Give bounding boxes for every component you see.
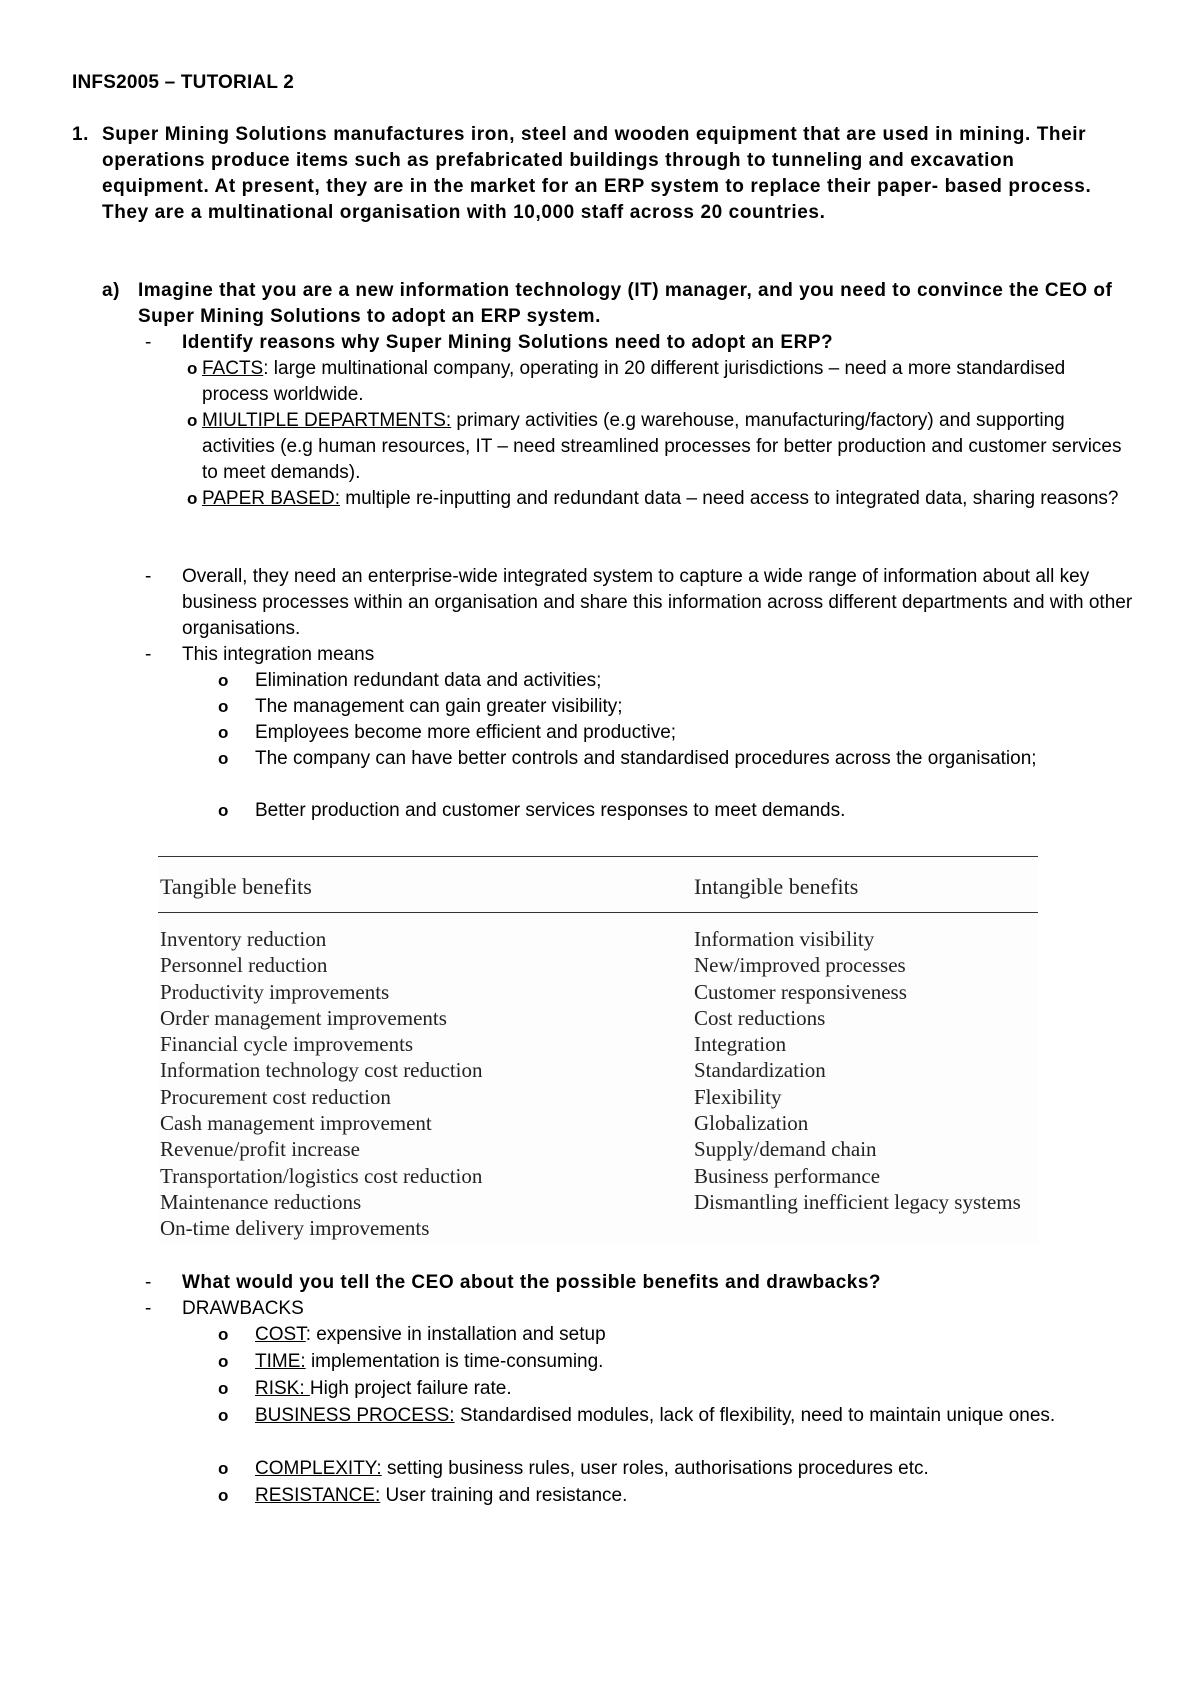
fact-label: PAPER BASED: [202,488,340,509]
fact-text: : large multinational company, operating in 20 different jurisdictions – need a more standardised process worldwide. [202,358,1066,405]
dash-bullet: - [145,644,152,665]
integration-point-text: Better production and customer services responses to meet demands. [255,800,846,821]
part-a [102,278,1132,330]
tangible-item: Transportation/logistics cost reduction [160,1163,483,1188]
benefits-table [158,852,1038,1244]
tangible-item: Order management improvements [160,1005,447,1030]
circle-bullet: o [218,723,229,742]
tangible-item: Procurement cost reduction [160,1084,391,1109]
circle-bullet: o [187,411,198,430]
tangible-item: On-time delivery improvements [160,1216,430,1241]
intangible-column [694,926,1021,1215]
drawback-label: RESISTANCE: [255,1485,381,1506]
tangible-item: Personnel reduction [160,953,328,978]
drawback-item [218,1456,1138,1482]
drawback-text: High project failure rate. [309,1378,512,1399]
fact-text: primary activities (e.g warehouse, manufacturing/factory) and supporting activities (e.g human resources, IT – need streamlined processes for better production and customer services to meet demands). [202,410,1122,483]
drawback-label: RISK: [255,1378,310,1399]
tangible-item: Financial cycle improvements [160,1032,414,1057]
circle-bullet: o [218,1325,229,1344]
drawback-item [218,1483,1138,1509]
drawback-text: Standardised modules, lack of flexibility, need to maintain unique ones. [454,1405,1056,1426]
integration-point [218,668,1138,694]
tangible-header: Tangible benefits [160,874,312,899]
integration-point [218,798,1138,824]
dash-bullet: - [145,332,152,353]
circle-bullet: o [218,697,229,716]
drawback-text: : expensive in installation and setup [305,1324,606,1345]
drawback-label: COST [255,1324,306,1345]
fact-label: FACTS [202,358,264,379]
intangible-header: Intangible benefits [694,874,859,899]
drawback-text: implementation is time-consuming. [305,1351,604,1372]
circle-bullet: o [218,1486,229,1505]
drawback-text: User training and resistance. [380,1485,628,1506]
integration-intro [145,642,1135,668]
integration-point [218,694,1138,720]
intangible-item: Cost reductions [694,1005,826,1030]
drawback-label: TIME: [255,1351,306,1372]
drawback-item [218,1349,1138,1375]
fact-label: MIULTIPLE DEPARTMENTS: [202,410,452,431]
drawback-item [218,1403,1138,1429]
tangible-column [160,926,483,1242]
fact-item [187,356,1127,408]
circle-bullet: o [218,1379,229,1398]
fact-text: multiple re-inputting and redundant data – need access to integrated data, sharing reasons? [339,488,1119,509]
intangible-item: Supply/demand chain [694,1137,877,1162]
tangible-item: Maintenance reductions [160,1189,362,1214]
part-a-label: a) [102,280,120,301]
intangible-item: Globalization [694,1111,809,1136]
overall-text: Overall, they need an enterprise-wide integrated system to capture a wide range of information about all key business processes within an organisation and share this information across different departments and with other organisations. [182,566,1133,639]
drawbacks-question-text: What would you tell the CEO about the possible benefits and drawbacks? [182,1272,882,1293]
reasons-question [145,330,1135,356]
circle-bullet: o [218,1459,229,1478]
circle-bullet: o [187,489,198,508]
circle-bullet: o [218,671,229,690]
question-1 [72,122,1132,226]
integration-point-text: Employees become more efficient and productive; [255,722,677,743]
integration-point [218,746,1138,772]
integration-point-text: Elimination redundant data and activities; [255,670,602,691]
integration-intro-text: This integration means [182,644,375,665]
drawback-item [218,1322,1138,1348]
intangible-item: Integration [694,1032,787,1057]
intangible-item: Information visibility [694,927,875,951]
drawback-text: setting business rules, user roles, authorisations procedures etc. [381,1458,929,1479]
circle-bullet: o [218,801,229,820]
question-number: 1. [72,124,90,145]
drawbacks-heading-text: DRAWBACKS [182,1298,304,1319]
part-a-text: Imagine that you are a new information technology (IT) manager, and you need to convince the CEO of Super Mining Solutions to adopt an ERP system. [138,280,1113,327]
intangible-item: Dismantling inefficient legacy systems [694,1189,1021,1214]
page-title: INFS2005 – TUTORIAL 2 [72,72,295,93]
circle-bullet: o [218,749,229,768]
integration-point-text: The company can have better controls and standardised procedures across the organisation; [255,748,1037,769]
integration-point-text: The management can gain greater visibility; [255,696,623,717]
dash-bullet: - [145,1272,152,1293]
question-text: Super Mining Solutions manufactures iron, steel and wooden equipment that are used in mining. Their operations produce items such as prefabricated buildings through to tunneling and excavation equipment. At present, they are in the market for an ERP system to replace their paper- based process. They are a multinational organisation with 10,000 staff across 20 countries. [102,124,1092,223]
tangible-item: Cash management improvement [160,1111,432,1136]
circle-bullet: o [218,1406,229,1425]
dash-bullet: - [145,566,152,587]
circle-bullet: o [187,359,198,378]
integration-point [218,720,1138,746]
fact-item [187,486,1127,512]
intangible-item: Business performance [694,1163,881,1188]
intangible-item: Flexibility [694,1084,782,1109]
tangible-item: Information technology cost reduction [160,1058,483,1083]
tangible-item: Productivity improvements [160,979,390,1004]
table-header-rule [158,912,1038,913]
drawbacks-question [145,1270,1135,1296]
tangible-item: Inventory reduction [160,927,327,951]
circle-bullet: o [218,1352,229,1371]
table-top-rule [158,856,1038,857]
intangible-item: Customer responsiveness [694,979,907,1004]
drawbacks-heading [145,1296,1135,1322]
fact-item [187,408,1127,486]
intangible-item: New/improved processes [694,953,906,978]
intangible-item: Standardization [694,1058,826,1083]
drawback-item [218,1376,1138,1402]
drawback-label: COMPLEXITY: [255,1458,382,1479]
dash-bullet: - [145,1298,152,1319]
tangible-item: Revenue/profit increase [160,1137,360,1162]
drawback-label: BUSINESS PROCESS: [255,1405,455,1426]
reasons-question-text: Identify reasons why Super Mining Solutions need to adopt an ERP? [182,332,834,353]
overall-paragraph [145,564,1135,642]
